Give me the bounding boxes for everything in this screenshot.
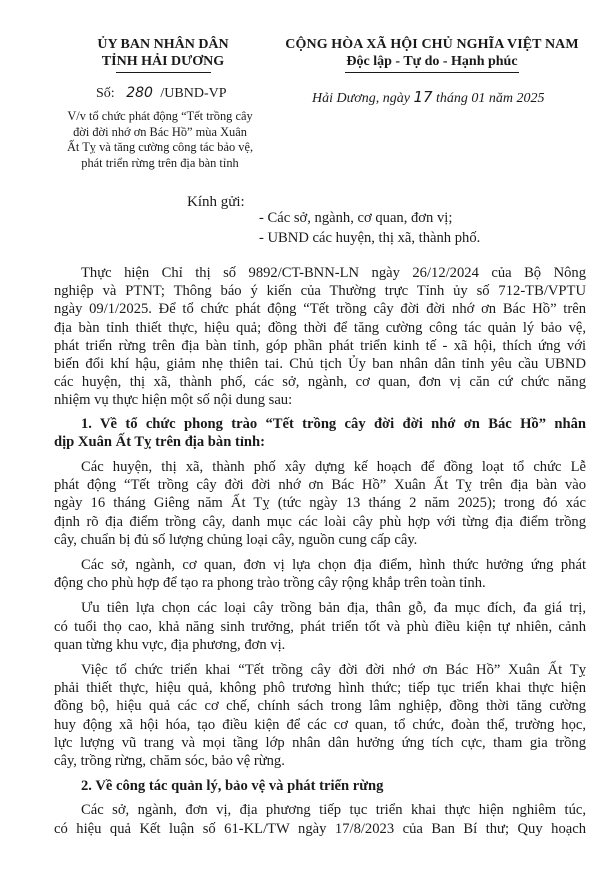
text-line: Ưu tiên lựa chọn các loại cây trồng bản địa, thân gỗ, đa mục đích, đa giá trị, [81, 600, 586, 617]
date-month-year: tháng 01 năm 2025 [436, 91, 545, 106]
section-2-heading [54, 777, 586, 795]
section-1-paragraph [54, 458, 586, 549]
text-line: huy động xã hội hóa, tạo điều kiện để các cơ quan, tổ chức, đoàn thể, trường học, [54, 716, 586, 733]
text-line: đồng bộ, hiệu quả các cơ chế, chính sách trong lâm nghiệp, đồng thời tăng cường [54, 698, 586, 715]
subject-line: đời đời nhớ ơn Bác Hồ” mùa Xuân [73, 124, 247, 139]
text-line: Các huyện, thị xã, thành phố xây dựng kế hoạch để đồng loạt tổ chức Lễ [81, 459, 586, 476]
date-prefix: Hải Dương, ngày [312, 91, 410, 106]
subject-line: phát triển rừng trên địa bàn tỉnh [81, 155, 239, 170]
issue-date [312, 88, 545, 107]
text-line: cây, trồng rừng, chăm sóc, bảo vệ rừng. [54, 753, 285, 770]
text-line: lực lượng vũ trang và mọi tầng lớp nhân dân hưởng ứng tích cực, tham gia trồng [54, 734, 586, 751]
heading-line: 1. Về tổ chức phong trào “Tết trồng cây đời đời nhớ ơn Bác Hồ” nhân [81, 415, 586, 432]
text-line: quan từng khu vực, địa phương, đơn vị. [54, 636, 286, 653]
issuer-line-1: ỦY BAN NHÂN DÂN [97, 37, 229, 52]
text-line: phải thiết thực, hiệu quả, không phô trương hình thức; tiếp tục triển khai thực hiện [54, 680, 586, 697]
text-line: động cho phù hợp để tạo ra phong trào trồng cây rộng khắp trên toàn tỉnh. [54, 575, 486, 592]
document-body [54, 264, 586, 838]
number-prefix: Số: [96, 86, 115, 101]
text-line: nhiệm vụ thực hiện một số nội dung sau: [54, 392, 293, 409]
text-line: nghiệp và PTNT; Thông báo ý kiến của Thường trực Tỉnh ủy số 712-TB/VPTU [54, 283, 586, 300]
issuer-underline [116, 72, 211, 73]
text-line: phát động “Tết trồng cây đời đời nhớ ơn Bác Hồ” Xuân Ất Tỵ trên địa bàn vào [54, 477, 586, 494]
text-line: ngày 09/1/2025. Để tổ chức phát động “Tết trồng cây đời đời nhớ ơn Bác Hồ” trên [54, 301, 586, 318]
date-day: 17 [413, 88, 433, 106]
text-line: định rõ địa điểm trồng cây, danh mục các loài cây phù hợp với từng địa điểm trồng [54, 513, 586, 530]
subject-line: V/v tổ chức phát động “Tết trồng cây [67, 109, 253, 123]
national-title: CỘNG HÒA XÃ HỘI CHỦ NGHĨA VIỆT NAM [285, 37, 579, 52]
section-1-heading [54, 415, 586, 451]
section-1-paragraph [54, 556, 586, 592]
text-line: địa bàn tỉnh thiết thực, hiệu quả; đồng thời để tăng cường công tác quản lý bảo vệ, [54, 319, 586, 336]
subject-block [40, 109, 280, 171]
text-line: Thực hiện Chỉ thị số 9892/CT-BNN-LN ngày 26/12/2024 của Bộ Nông [81, 265, 586, 281]
greeting: Kính gửi: [187, 194, 245, 210]
document-number [96, 85, 227, 102]
section-1-paragraph [54, 661, 586, 770]
heading-line: 2. Về công tác quản lý, bảo vệ và phát triển rừng [81, 778, 384, 795]
national-motto: Độc lập - Tự do - Hạnh phúc [346, 54, 518, 69]
issuer-line-2: TỈNH HẢI DƯƠNG [101, 54, 225, 69]
recipient-item: - UBND các huyện, thị xã, thành phố. [259, 230, 481, 246]
text-line: có tuổi thọ cao, khả năng sinh trưởng, phát triển tốt và phù điều kiện tự nhiên, cảnh [54, 618, 586, 635]
heading-line: dịp Xuân Ất Tỵ trên địa bàn tỉnh: [54, 433, 265, 450]
text-line: phát triển rừng trên địa bàn tỉnh, góp phần phát triển kinh tế - xã hội, thích ứng với [54, 337, 586, 354]
text-line: Việc tổ chức triển khai “Tết trồng cây đời đời nhớ ơn Bác Hồ” Xuân Ất Tỵ [81, 662, 586, 679]
issuer-block [70, 36, 256, 70]
national-motto-block [262, 36, 602, 70]
subject-line: Ất Tỵ và tăng cường công tác bảo vệ, [66, 140, 254, 154]
motto-underline [345, 72, 519, 73]
text-line: các huyện, thị xã, thành phố, các sở, ngành, cơ quan, đơn vị căn cứ chức năng [54, 374, 586, 391]
recipient-item: - Các sở, ngành, cơ quan, đơn vị; [259, 210, 453, 226]
text-line: cây, chuẩn bị đủ số lượng chủng loại cây, nguồn cung cấp cây. [54, 531, 418, 548]
recipient-list [259, 208, 480, 248]
text-line: Các sở, ngành, cơ quan, đơn vị lựa chọn địa điểm, hình thức hưởng ứng phát [81, 557, 586, 574]
intro-paragraph [54, 264, 586, 410]
section-1-paragraph [54, 599, 586, 654]
number-value: 280 [126, 85, 153, 101]
text-line: có hiệu quả Kết luận số 61-KL/TW ngày 17/8/2023 của Ban Bí thư; Quy hoạch [54, 820, 586, 837]
section-2-paragraph [54, 801, 586, 837]
text-line: Các sở, ngành, đơn vị, địa phương tiếp tục triển khai thực hiện nghiêm túc, [81, 802, 586, 819]
number-suffix: /UBND-VP [160, 86, 227, 101]
text-line: biến đổi khí hậu, giảm nhẹ thiên tai. Chủ tịch Ủy ban nhân dân tỉnh yêu cầu UBND [54, 356, 586, 373]
text-line: ngày 16 tháng Giêng năm Ất Tỵ (tức ngày 13 tháng 2 năm 2025); trong đó xác [54, 495, 586, 512]
